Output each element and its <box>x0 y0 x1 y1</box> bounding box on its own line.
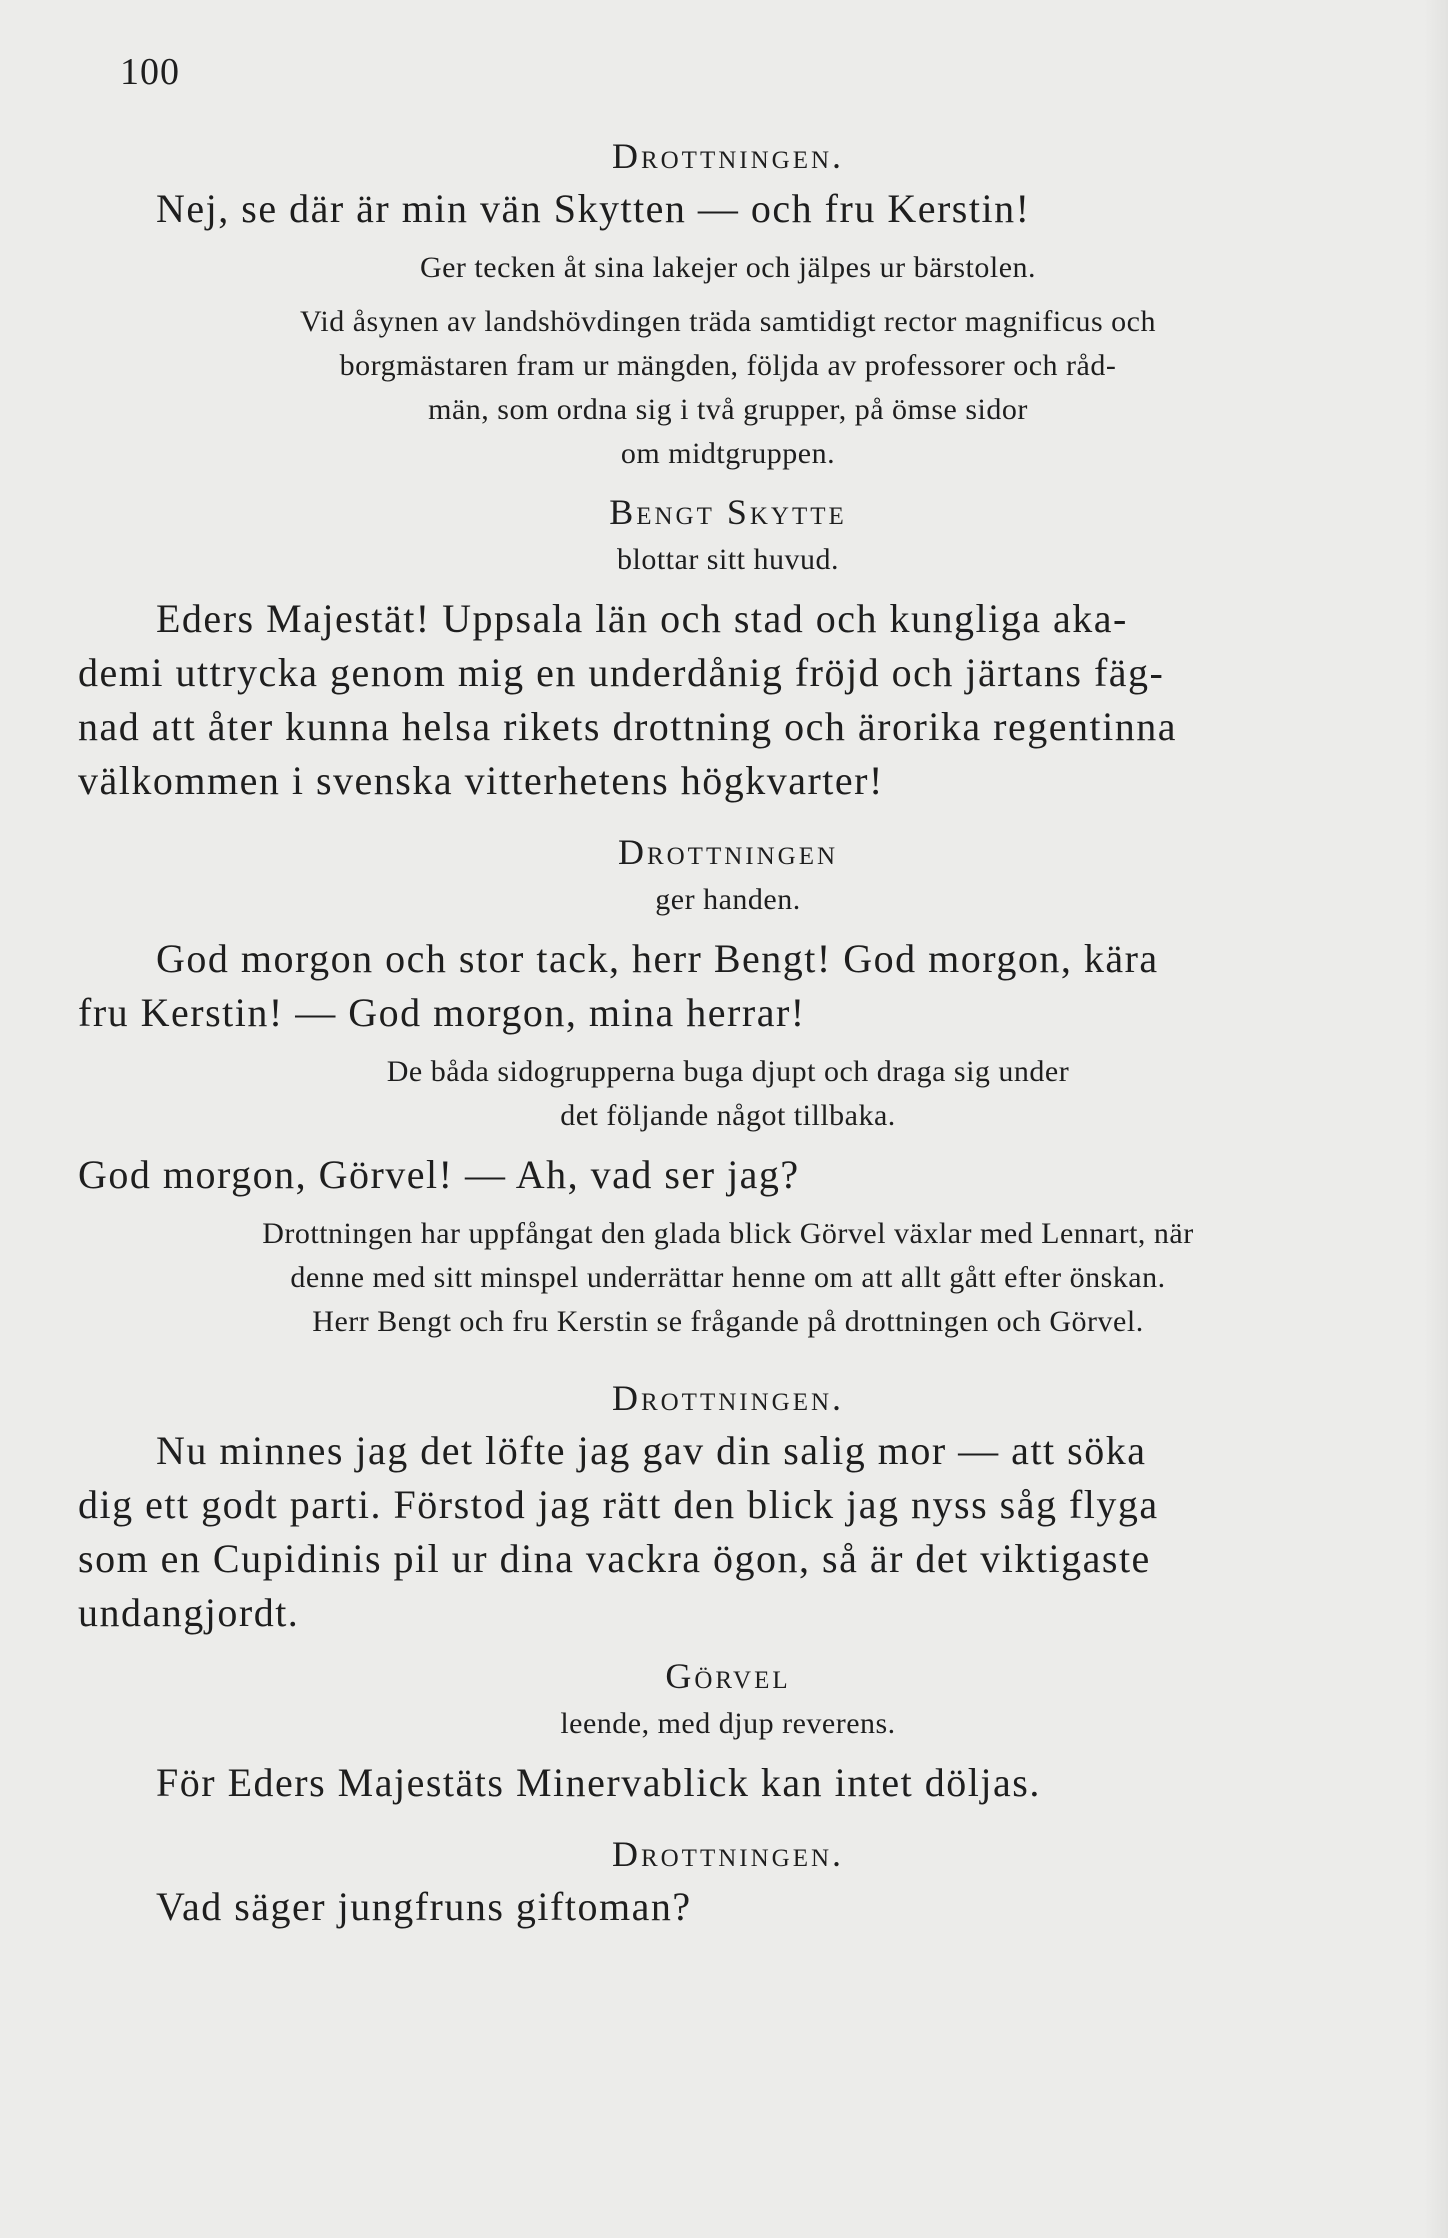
speech <box>78 1148 1378 1202</box>
speaker-name: Görvel <box>665 1656 791 1696</box>
speaker-name: Drottningen. <box>611 1834 845 1874</box>
speech-line: demi uttrycka genom mig en underdånig fröjd och järtans fäg- <box>78 650 1165 695</box>
stage-line: blottar sitt huvud. <box>617 543 839 576</box>
speech <box>78 1756 1378 1810</box>
stage-line: borgmästaren fram ur mängden, följda av professorer och råd- <box>339 349 1117 382</box>
speech <box>78 182 1378 236</box>
speech <box>78 932 1378 1040</box>
speech-line: undangjordt. <box>78 1590 300 1635</box>
speech-line: dig ett godt parti. Förstod jag rätt den blick jag nyss såg flyga <box>78 1482 1159 1527</box>
speech-line: välkommen i svenska vitterhetens högkvarter! <box>78 758 884 803</box>
stage-line: män, som ordna sig i två grupper, på ömse sidor <box>428 393 1028 426</box>
speech-line: Nej, se där är min vän Skytten — och fru Kerstin! <box>156 186 1031 231</box>
speech-line: God morgon, Görvel! — Ah, vad ser jag? <box>78 1152 800 1197</box>
speech-line: som en Cupidinis pil ur dina vackra ögon, så är det viktigaste <box>78 1536 1151 1581</box>
stage-direction <box>78 246 1378 290</box>
stage-line: denne med sitt minspel underrättar henne om att allt gått efter önskan. <box>290 1261 1166 1294</box>
page-number: 100 <box>120 51 180 93</box>
stage-direction <box>78 1050 1378 1138</box>
stage-direction <box>78 878 1378 922</box>
speaker-name: Drottningen. <box>611 1378 845 1418</box>
stage-line: Ger tecken åt sina lakejer och jälpes ur bärstolen. <box>419 251 1037 284</box>
stage-direction <box>78 538 1378 582</box>
stage-line: leende, med djup reverens. <box>560 1707 896 1740</box>
speaker-name: Bengt Skytte <box>609 492 847 532</box>
speaker-name: Drottningen <box>617 832 839 872</box>
speech <box>78 1424 1378 1640</box>
stage-line: Vid åsynen av landshövdingen träda samtidigt rector magnificus och <box>300 305 1156 338</box>
play-text <box>78 130 1378 1944</box>
speech <box>78 1880 1378 1934</box>
stage-direction <box>78 300 1378 476</box>
speech-line: För Eders Majestäts Minervablick kan intet döljas. <box>156 1760 1041 1805</box>
speech <box>78 592 1378 808</box>
speech-line: fru Kerstin! — God morgon, mina herrar! <box>78 990 806 1035</box>
stage-line: om midtgruppen. <box>620 437 836 470</box>
speech-line: Vad säger jungfruns giftoman? <box>156 1884 692 1929</box>
stage-line: ger handen. <box>655 883 801 916</box>
stage-line: De båda sidogrupperna buga djupt och draga sig under <box>386 1055 1070 1088</box>
stage-direction <box>78 1702 1378 1746</box>
stage-line: Drottningen har uppfångat den glada blick Görvel växlar med Lennart, när <box>262 1217 1194 1250</box>
speech-line: God morgon och stor tack, herr Bengt! God morgon, kära <box>156 936 1159 981</box>
stage-line: det följande något tillbaka. <box>560 1099 896 1132</box>
stage-direction <box>78 1212 1378 1344</box>
stage-line: Herr Bengt och fru Kerstin se frågande på drottningen och Görvel. <box>312 1305 1144 1338</box>
speaker-name: Drottningen. <box>611 136 845 176</box>
speech-line: Eders Majestät! Uppsala län och stad och kungliga aka- <box>156 596 1128 641</box>
speech-line: Nu minnes jag det löfte jag gav din salig mor — att söka <box>156 1428 1147 1473</box>
speech-line: nad att åter kunna helsa rikets drottning och ärorika regentinna <box>78 704 1177 749</box>
page-edge <box>1424 0 1448 2238</box>
